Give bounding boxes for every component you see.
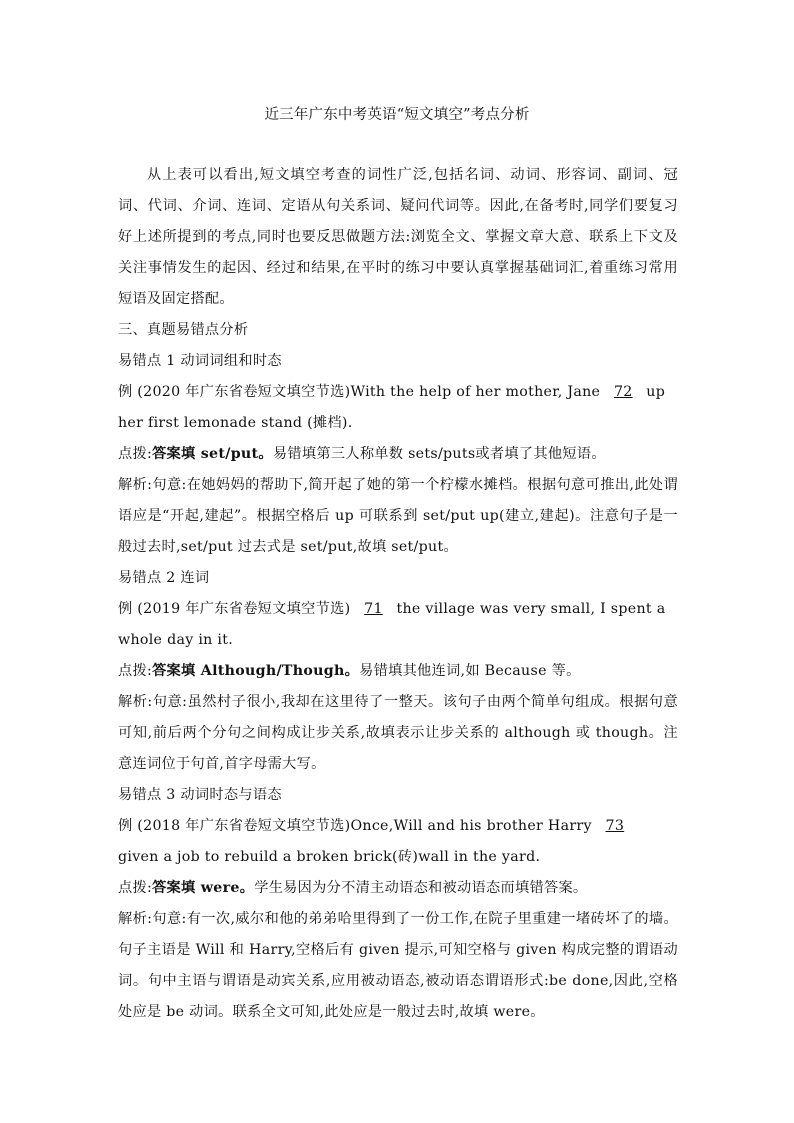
error-point-heading: 易错点 3 动词时态与语态: [118, 787, 282, 803]
page-title: 近三年广东中考英语“短文填空”考点分析: [264, 107, 530, 123]
example-text: 例 (2020 年广东省卷短文填空节选)With the help of her mother, Jane: [118, 384, 601, 400]
tip-text: 学生易因为分不清主动语态和被动语态而填错答案。: [254, 880, 588, 896]
tip-answer: 答案填 were。: [152, 880, 255, 896]
document-body: [118, 160, 678, 1028]
tip-text: 易错填其他连词,如 Because 等。: [359, 663, 581, 679]
answer-blank: 71: [364, 601, 383, 617]
example-text: given a job to rebuild a broken brick(砖)wall in the yard.: [118, 849, 541, 865]
section-heading: 三、真题易错点分析: [118, 322, 249, 338]
tip-line: [118, 656, 678, 687]
tip-line: [118, 439, 678, 470]
analysis-paragraph: 解析:句意:虽然村子很小,我却在这里待了一整天。该句子由两个简单句组成。根据句意可知,前后两个分句之间构成让步关系,故填表示让步关系的 although 或 though。注意连词位于句首,首字母需大写。: [118, 694, 678, 772]
example-text: 例 (2019 年广东省卷短文填空节选): [118, 601, 351, 617]
example-sentence: [118, 377, 678, 439]
example-sentence: [118, 811, 678, 873]
tip-label: 点拨:: [118, 446, 153, 462]
error-point-heading: 易错点 1 动词词组和时态: [118, 353, 282, 369]
example-sentence: [118, 594, 678, 656]
intro-paragraph: 从上表可以看出,短文填空考查的词性广泛,包括名词、动词、形容词、副词、冠词、代词、介词、连词、定语从句关系词、疑问代词等。因此,在备考时,同学们要复习好上述所提到的考点,同时也要反思做题方法:浏览全文、掌握文章大意、联系上下文及关注事情发生的起因、经过和结果,在平时的练习中要认真掌握基础词汇,着重练习常用短语及固定搭配。: [118, 167, 678, 307]
tip-label: 点拨:: [118, 880, 153, 896]
answer-blank: 73: [605, 818, 625, 834]
tip-answer: 答案填 set/put。: [152, 446, 273, 462]
analysis-paragraph: 解析:句意:有一次,威尔和他的弟弟哈里得到了一份工作,在院子里重建一堵砖坏了的墙。句子主语是 Will 和 Harry,空格后有 given 提示,可知空格与 given 构成完整的谓语动词。句中主语与谓语是动宾关系,应用被动语态,被动语态谓语形式:be done,因此,空格处应是 be 动词。联系全文可知,此处应是一般过去时,故填 were。: [118, 911, 678, 1020]
analysis-paragraph: 解析:句意:在她妈妈的帮助下,简开起了她的第一个柠檬水摊档。根据句意可推出,此处谓语应是“开起,建起”。根据空格后 up 可联系到 set/put up(建立,建起)。注意句子是一般过去时,set/put 过去式是 set/put,故填 set/put。: [118, 477, 678, 555]
error-point-heading: 易错点 2 连词: [118, 570, 210, 586]
example-text: 例 (2018 年广东省卷短文填空节选)Once,Will and his brother Harry: [118, 818, 592, 834]
tip-answer: 答案填 Although/Though。: [152, 663, 360, 679]
example-text: up her first lemonade stand (摊档).: [118, 384, 666, 431]
tip-text: 易错填第三人称单数 sets/puts或者填了其他短语。: [272, 446, 606, 462]
example-text: the village was very small, I spent a whole day in it.: [118, 601, 666, 648]
tip-line: [118, 873, 678, 904]
tip-label: 点拨:: [118, 663, 153, 679]
answer-blank: 72: [613, 384, 633, 400]
